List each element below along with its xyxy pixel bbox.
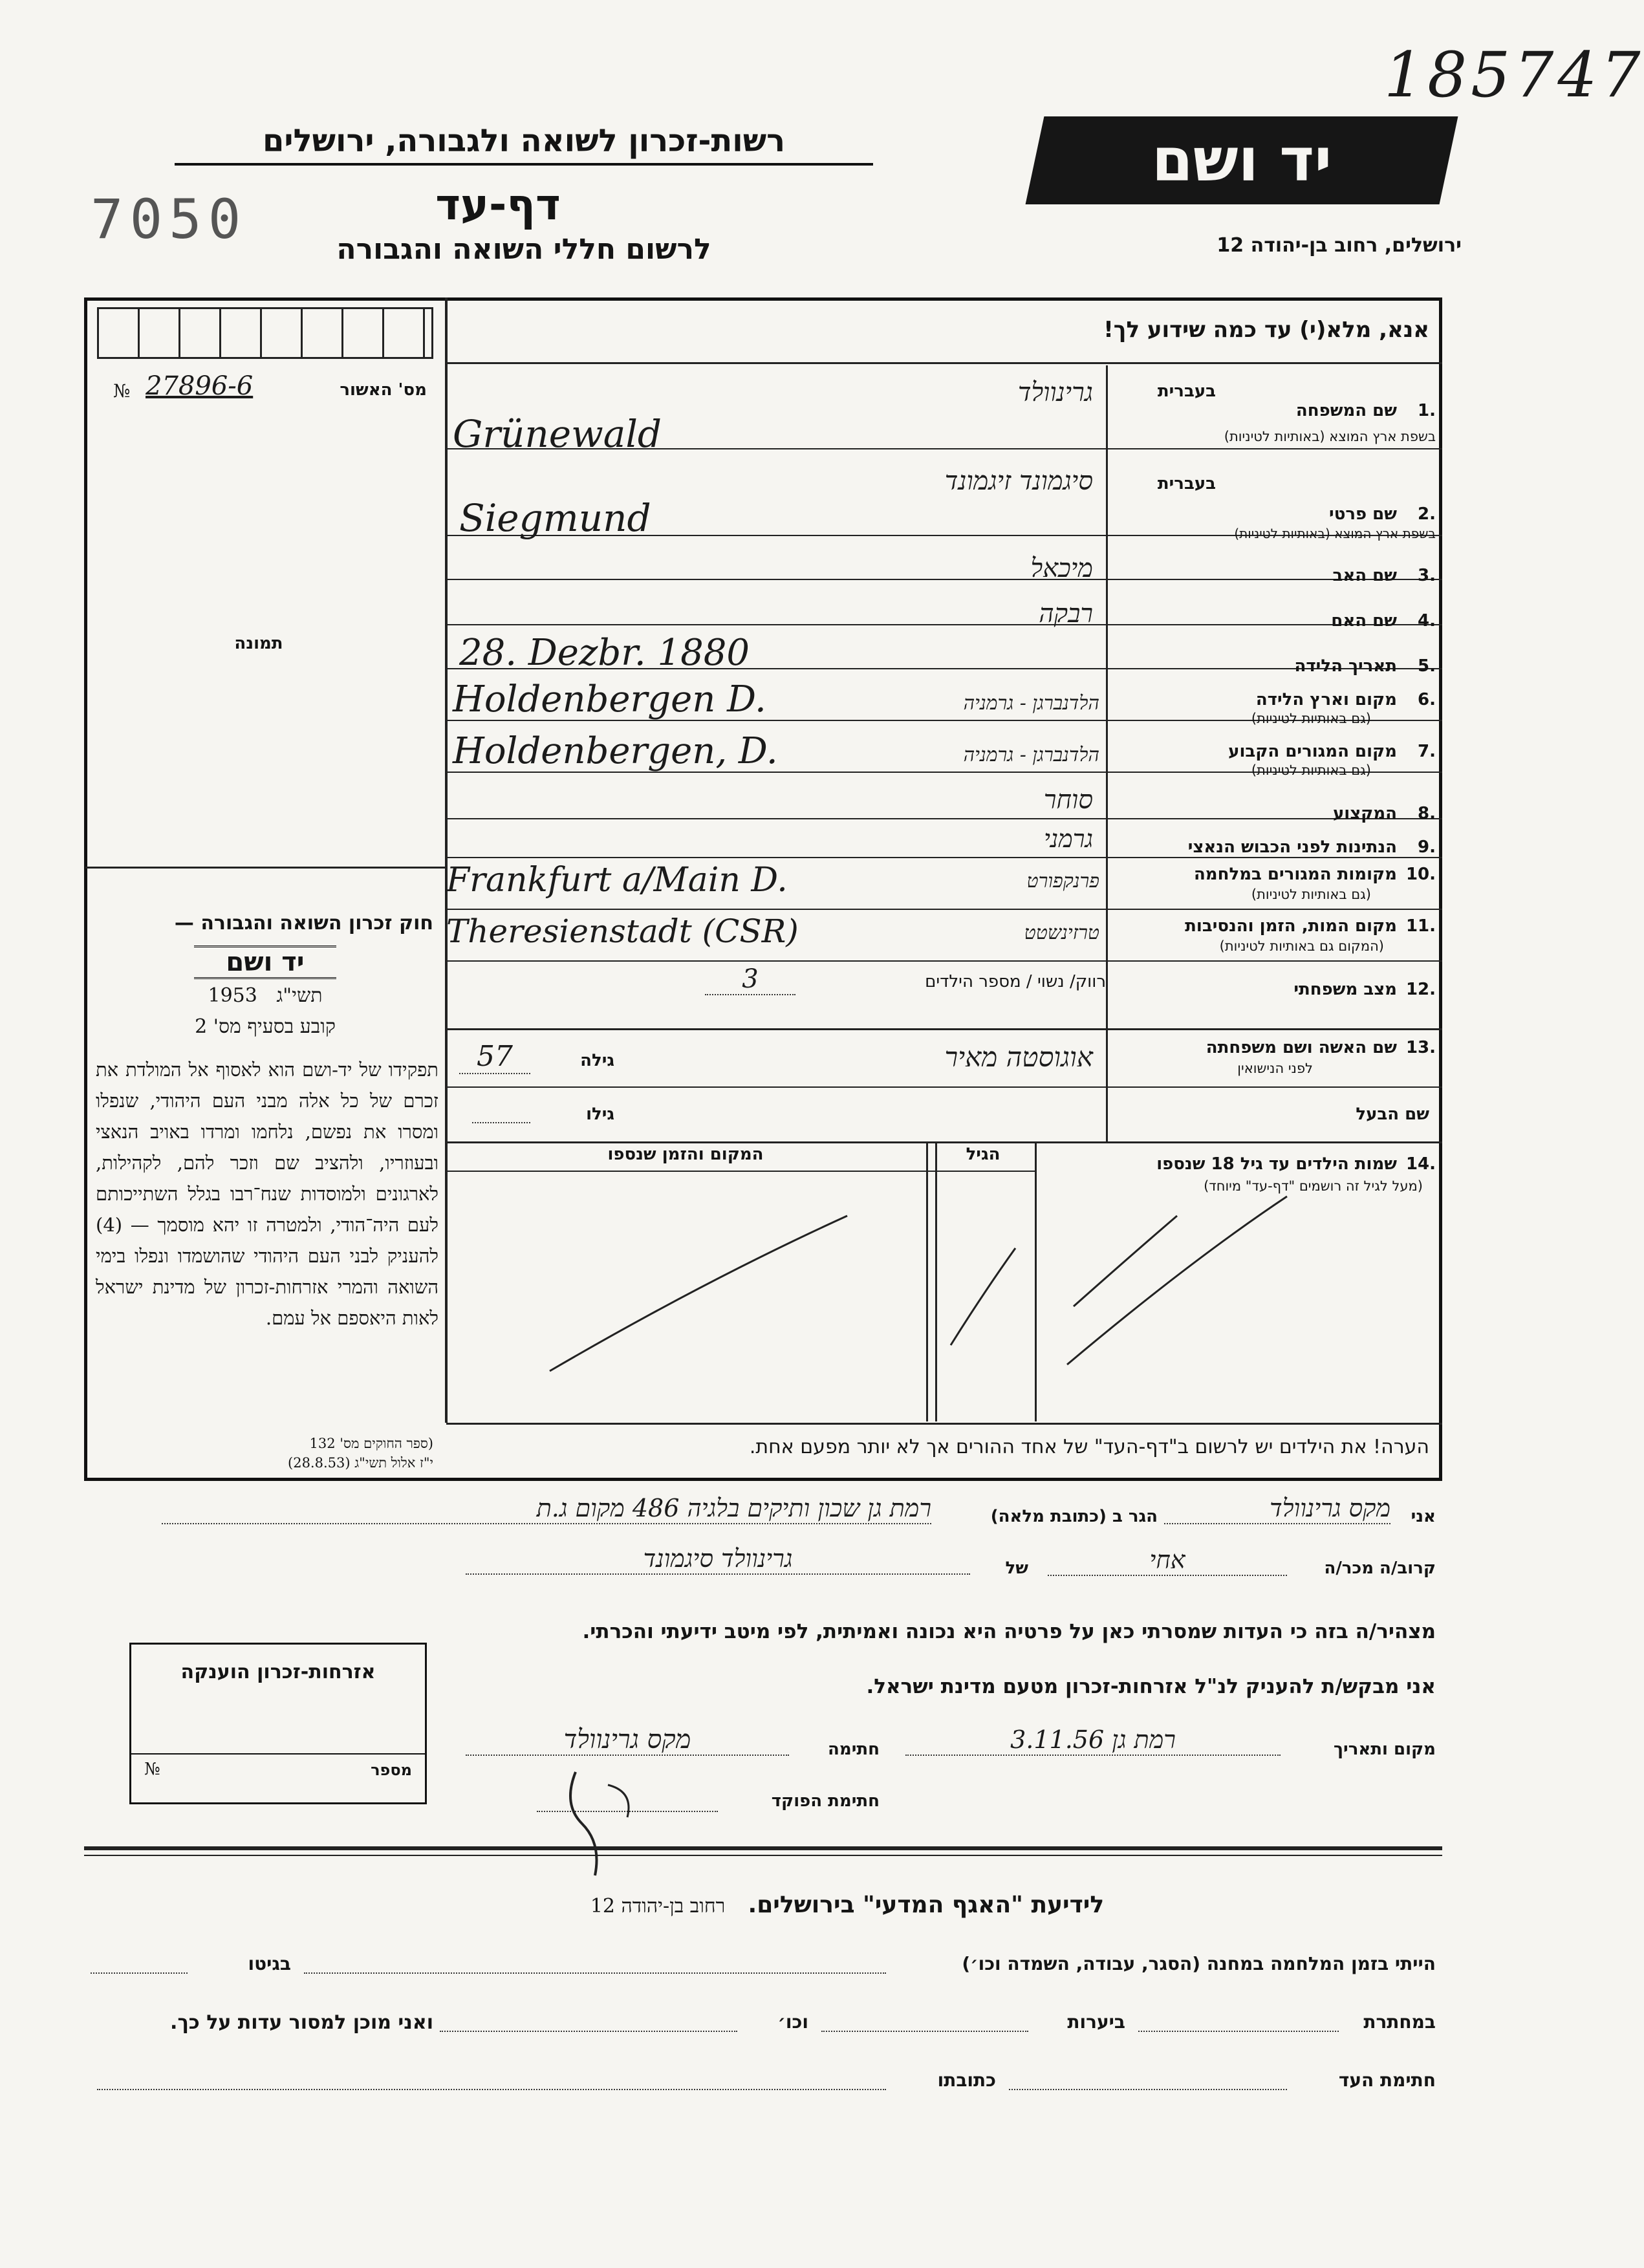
photo-label: תמונה: [234, 634, 283, 653]
law-text: תפקידו של יד-ושם הוא לאסוף אל המולדת את זכרם של כל אלה מבני העם היהודי, שנפלו ומסרו את נפשם, נלחמו ומרדו באויב הנאצי ובעוזריו, ולהציב שם וזכר להם, לקהילות, לארגונים ולמוסדות שנח־רבו בגלל השתייכותם לעם היה־הודי, ולמטרה זו יהא מוסמך — (4) להעניק לבני העם היהודי שהושמדו ונפלו בימי השואה והמרי אזרחות-זכרון של מדינת ישראל לאות היאספם אל עמם.: [96, 1059, 438, 1329]
children-header-rule: [446, 1171, 1035, 1172]
field-12-label: מצב משפחתי: [1293, 980, 1397, 999]
field-7-value: Holdenbergen, D.: [453, 730, 778, 772]
bottom-line-1-blank: [304, 1972, 886, 1974]
yad-vashem-logo: [1026, 116, 1458, 204]
row-rule: [446, 857, 1442, 858]
law-clause: קובע בסעיף מס' 2: [195, 1015, 336, 1038]
instruction-rule: [446, 362, 1442, 364]
bottom-line-3-b: כתובתו: [937, 2069, 996, 2091]
bottom-line-3-blank-a: [1009, 2089, 1287, 2090]
field-6-value: Holdenbergen D.: [453, 678, 766, 720]
photo-bottom-rule: [85, 867, 445, 869]
row-rule: [446, 909, 1442, 910]
instruction: אנא, מלא(י) עד כמה שידוע לך!: [1103, 317, 1429, 343]
stamp-number: 7050: [91, 188, 248, 251]
citizenship-title: אזרחות-זכרון הוענקה: [180, 1661, 376, 1683]
field-5-num: 5.: [1418, 656, 1436, 676]
form-title: דף-עד: [435, 180, 561, 230]
bottom-address: רחוב בן-יהודה 12: [590, 1895, 726, 1917]
field-13-sub: לפני הנישואין: [1237, 1061, 1313, 1076]
citizenship-number-line: [131, 1753, 425, 1755]
field-2-num: 2.: [1418, 504, 1436, 524]
bottom-rule: [84, 1846, 1442, 1850]
bottom-line-2-blank-a: [1138, 2031, 1339, 2032]
field-6-num: 6.: [1418, 690, 1436, 709]
law-ref-1: (ספר החוקים מס' 132: [309, 1436, 433, 1451]
field-11-value: Theresienstadt (CSR): [446, 913, 799, 950]
field-2-value-latin: Siegmund: [459, 496, 651, 540]
bottom-line-2-c: וכו׳: [777, 2011, 808, 2033]
field-1-num: 1.: [1418, 401, 1436, 420]
officer-signature-mark: [537, 1746, 666, 1888]
field-14-num: 14.: [1405, 1154, 1436, 1174]
law-year-number: 1953: [208, 984, 257, 1007]
row-rule: [446, 1086, 1442, 1088]
bottom-line-2-end: ואני מוכן למסור עדות על כך.: [170, 2011, 433, 2034]
form-subtitle: לרשום חללי השואה והגבורה: [336, 233, 711, 266]
law-ref-2: י"ז אלול תשי"ג (28.8.53): [288, 1455, 433, 1471]
spouse-name: אוגוסטה מאיר: [944, 1041, 1093, 1073]
field-12-options: רווק/ נשוי / מספר הילדים: [925, 972, 1106, 991]
decl-signature-label: חתימה: [828, 1740, 880, 1759]
field-14-label: שמות הילדים עד גיל 18 שנספו: [1156, 1154, 1397, 1174]
children-strike-lines: [446, 1183, 1442, 1416]
law-year: [162, 984, 369, 1007]
field-7-value-hebrew: הלדנברגן - גרמניה: [963, 744, 1099, 766]
field-3-label: שם האב: [1332, 566, 1397, 585]
bottom-line-1-tail: [91, 1972, 188, 1974]
decl-of-label: של: [1005, 1559, 1028, 1578]
field-6-label: מקום וארץ הלידה: [1255, 690, 1397, 709]
field-1-value-hebrew: גרינוולד: [1017, 378, 1093, 407]
bottom-line-1-end: בגיטו: [248, 1953, 291, 1974]
field-1-sub-latin: בשפת ארץ המוצא (באותיות לטיניות): [1224, 429, 1436, 444]
children-col-place: המקום והזמן שנספו: [607, 1145, 764, 1164]
bottom-line-3-blank-b: [97, 2089, 886, 2090]
law-year-hebrew: תשי"ג: [276, 984, 323, 1007]
row-rule: [446, 1141, 1442, 1143]
field-2-value-hebrew: סיגמונד זיגמונד: [944, 466, 1093, 496]
field-3-num: 3.: [1418, 566, 1436, 585]
left-top-cells: [97, 307, 433, 359]
field-rows: [446, 365, 1442, 1038]
decl-statement: מצהיר/ה בזה כי העדות שמסרתי כאן על פרטיה היא נכונה ואמיתית, לפי מיטב ידיעתי והכרתי.: [582, 1620, 1436, 1643]
field-10-label: מקומות המגורים במלחמה: [1193, 865, 1397, 884]
field-13-num: 13.: [1405, 1038, 1436, 1057]
approval-number: 27896-6: [146, 371, 254, 401]
children-note: הערה! את הילדים יש לרשום ב"דף-העד" של אחד ההורים אך לא יותר מפעם אחת.: [749, 1436, 1429, 1458]
field-9-num: 9.: [1418, 837, 1436, 857]
citizenship-box: [129, 1643, 427, 1804]
field-10-num: 10.: [1405, 865, 1436, 884]
law-title: חוק זכרון השואה והגבורה —: [174, 912, 433, 934]
field-11-value-hebrew: טרזינשטט: [1024, 922, 1099, 944]
field-1-value-latin: Grünewald: [453, 412, 662, 456]
bottom-title-row: [492, 1892, 1203, 1918]
field-5-value: 28. Dezbr. 1880: [459, 632, 750, 674]
decl-relative-label: קרוב/ה מכר/ה: [1324, 1559, 1436, 1578]
field-4-value: רבקה: [1039, 599, 1093, 629]
decl-place-date-label: מקום ותאריך: [1334, 1740, 1436, 1759]
decl-of-name: גרינוולד סיגמונד: [466, 1544, 970, 1575]
field-4-label: שם האם: [1331, 611, 1397, 631]
field-9-value: גרמני: [1043, 825, 1093, 853]
field-5-label: תאריך הלידה: [1294, 656, 1397, 676]
bottom-line-2-b: ביערות: [1067, 2011, 1125, 2033]
bottom-line-1: הייתי בזמן המלחמה במחנה (הסגר, עבודה, השמדה וכו׳): [962, 1953, 1436, 1974]
approval-label: מס' האשור: [340, 380, 427, 400]
field-7-sub: (גם באותיות לטיניות): [1251, 762, 1371, 778]
row-rule: [446, 1028, 1442, 1030]
bottom-line-2-a: במחתרת: [1363, 2011, 1436, 2033]
field-9-label: הנתינות לפני הכבוש הנאצי: [1187, 837, 1397, 857]
field-12-children-count: 3: [705, 964, 795, 995]
field-2-sub-latin: בשפת ארץ המוצא (באותיות לטיניות): [1234, 526, 1436, 541]
field-8-label: המקצוע: [1332, 804, 1397, 823]
field-13-label: שם האשה ושם משפחתה: [1206, 1038, 1397, 1057]
label-divider: [1106, 365, 1108, 1038]
decl-i-label: אני: [1411, 1507, 1436, 1526]
field-8-num: 8.: [1418, 804, 1436, 823]
spouse-age-label: גילה: [580, 1051, 614, 1070]
field-11-sub: (המקום גם באותיות לטיניות): [1219, 938, 1384, 954]
decl-officer-label: חתימת הפוקד: [771, 1791, 880, 1811]
field-6-sub: (גם באותיות לטיניות): [1251, 711, 1371, 726]
field-4-num: 4.: [1418, 611, 1436, 631]
note-rule: [446, 1423, 1442, 1425]
row-rule: [446, 960, 1442, 962]
citizenship-no: №: [144, 1760, 160, 1779]
bottom-rule: [84, 1855, 1442, 1856]
field-2-label: שם פרטי: [1329, 504, 1397, 524]
husband-age-label: גילו: [586, 1105, 614, 1124]
decl-signature: מקס גרינוולד: [466, 1724, 789, 1756]
authority-title: רשות-זכרון לשואה ולגבורה, ירושלים: [175, 123, 873, 166]
husband-age-blank: [472, 1122, 530, 1123]
logo-text: יד ושם: [1151, 125, 1332, 195]
field-11-label: מקום המות, הזמן והנסיבות: [1185, 916, 1397, 936]
husband-label: שם הבעל: [1356, 1105, 1429, 1124]
field-3-value: מיכאל: [1030, 554, 1093, 583]
archive-number: 185747: [1384, 39, 1644, 111]
field-11-num: 11.: [1405, 916, 1436, 936]
field-14-sub: (מעל לגיל זה רושמים "דף-עד" מיוחד): [1204, 1178, 1423, 1194]
decl-relation: אחי: [1048, 1546, 1287, 1576]
approval-prefix: №: [113, 380, 131, 402]
citizenship-number-label: מספר: [371, 1761, 412, 1779]
spouse-age: 57: [459, 1040, 530, 1074]
field-10-value: Frankfurt a/Main D.: [446, 861, 788, 900]
header-address: ירושלים, רחוב בן-יהודה 12: [1217, 234, 1462, 257]
field-10-sub: (גם באותיות לטיניות): [1251, 887, 1371, 902]
law-logo: יד ושם: [194, 945, 336, 979]
decl-place-date: רמת גן 3.11.56: [905, 1725, 1281, 1756]
children-col-age: הגיל: [966, 1145, 1000, 1164]
field-6-value-hebrew: הלדנברגן - גרמניה: [963, 692, 1099, 715]
field-12-num: 12.: [1405, 980, 1436, 999]
decl-resides-label: הגר ב (כתובת מלאה): [990, 1507, 1158, 1526]
decl-address: רמת גן שכון ותיקים בלגיה 486 מקום ג.ת: [162, 1494, 931, 1524]
field-1-sub-hebrew: בעברית: [1157, 382, 1216, 401]
field-8-value: סוחר: [1043, 785, 1093, 815]
decl-name: מקס גרינוולד: [1164, 1494, 1390, 1524]
field-7-num: 7.: [1418, 742, 1436, 761]
field-1-label: שם המשפחה: [1295, 401, 1397, 420]
decl-request: אני מבקש/ת להעניק לנ"ל אזרחות-זכרון מטעם מדינת ישראל.: [866, 1675, 1436, 1698]
bottom-title: לידיעת "האגף המדעי" בירושלים.: [748, 1892, 1105, 1918]
bottom-line-2-blank-c: [440, 2031, 737, 2032]
bottom-line-3-a: חתימת העד: [1338, 2069, 1436, 2091]
field-7-label: מקום המגורים הקבוע: [1228, 742, 1397, 761]
field-10-value-hebrew: פרנקפורט: [1026, 870, 1099, 892]
field-2-sub-hebrew: בעברית: [1157, 474, 1216, 493]
bottom-line-2-blank-b: [821, 2031, 1028, 2032]
